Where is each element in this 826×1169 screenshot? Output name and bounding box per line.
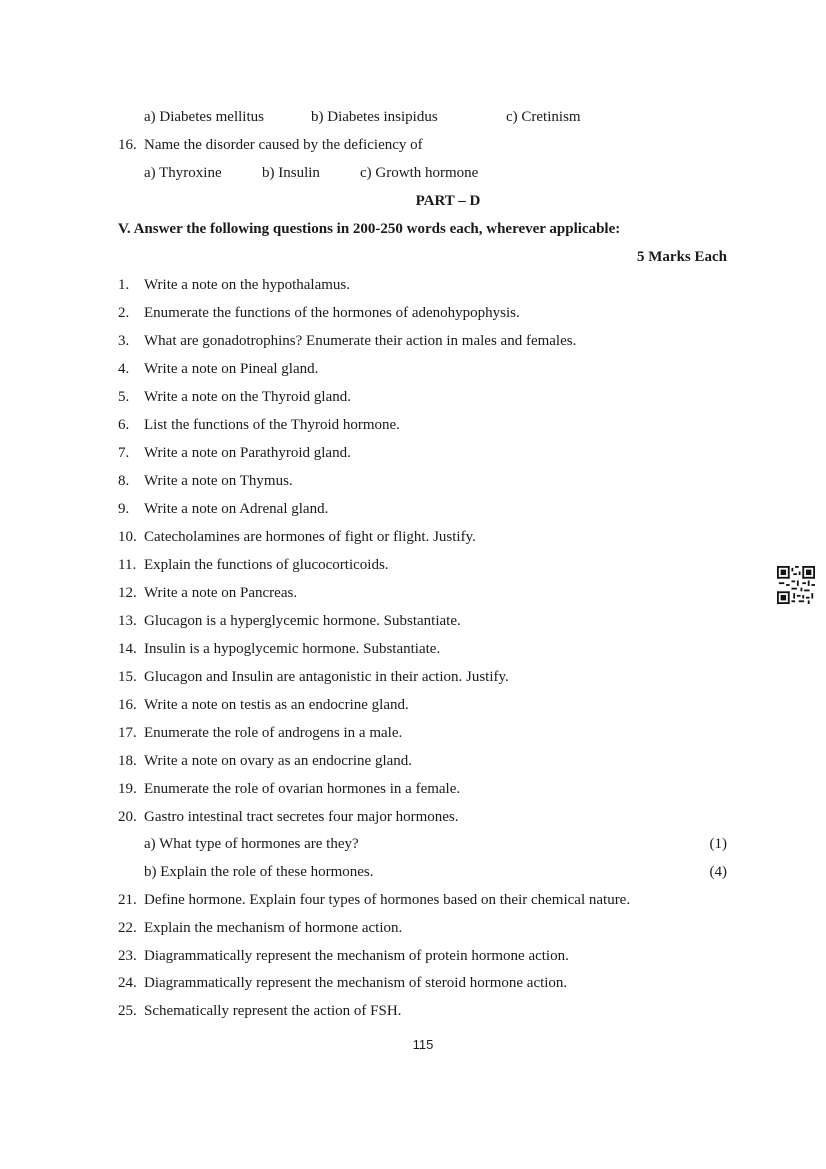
question-number: 1. bbox=[118, 277, 130, 293]
question-number: 8. bbox=[118, 473, 130, 489]
question-number: 5. bbox=[118, 389, 130, 405]
question-number: 7. bbox=[118, 445, 130, 461]
question-text: What are gonadotrophins? Enumerate their action in males and females. bbox=[144, 333, 577, 349]
question-number: 14. bbox=[118, 641, 137, 657]
question-number: 20. bbox=[118, 809, 137, 825]
question-number: 6. bbox=[118, 417, 130, 433]
question-text: Glucagon and Insulin are antagonistic in their action. Justify. bbox=[144, 669, 509, 685]
question-text: Enumerate the role of androgens in a male. bbox=[144, 725, 403, 741]
page-number: 115 bbox=[412, 1037, 434, 1052]
section-instruction: V. Answer the following questions in 200-250 words each, wherever applicable: bbox=[118, 221, 621, 237]
question-number: 21. bbox=[118, 892, 137, 908]
question-text: Write a note on Parathyroid gland. bbox=[144, 445, 351, 461]
part-title: PART – D bbox=[415, 193, 481, 209]
qr-code-icon bbox=[776, 566, 816, 604]
question-text: Gastro intestinal tract secretes four major hormones. bbox=[144, 809, 459, 825]
question-number: 19. bbox=[118, 781, 137, 797]
question-text: Name the disorder caused by the deficiency of bbox=[144, 137, 423, 153]
question-number: 11. bbox=[118, 557, 137, 573]
question-text: Enumerate the role of ovarian hormones in a female. bbox=[144, 781, 461, 797]
q20-sub-a-marks: (1) bbox=[709, 836, 727, 852]
question-text: Explain the functions of glucocorticoids. bbox=[144, 557, 389, 573]
q15-option-c: c) Cretinism bbox=[506, 109, 581, 125]
marks-label: 5 Marks Each bbox=[637, 249, 727, 265]
question-number: 22. bbox=[118, 919, 137, 936]
q20-sub-b-marks: (4) bbox=[709, 864, 727, 880]
q16-option-c: c) Growth hormone bbox=[360, 165, 479, 181]
question-text: Glucagon is a hyperglycemic hormone. Substantiate. bbox=[144, 613, 461, 629]
question-number: 24. bbox=[118, 975, 137, 992]
question-text: Write a note on testis as an endocrine gland. bbox=[144, 697, 409, 713]
question-number: 4. bbox=[118, 361, 130, 377]
q15-option-a: a) Diabetes mellitus bbox=[144, 109, 264, 125]
question-number: 10. bbox=[118, 529, 137, 545]
question-text: Write a note on the hypothalamus. bbox=[144, 277, 351, 293]
question-number: 16. bbox=[118, 137, 137, 153]
question-text: Enumerate the functions of the hormones of adenohypophysis. bbox=[144, 305, 520, 321]
q20-sub-a: a) What type of hormones are they? bbox=[144, 836, 359, 852]
q20-sub-b: b) Explain the role of these hormones. bbox=[144, 864, 374, 880]
question-text: List the functions of the Thyroid hormone. bbox=[144, 417, 400, 433]
question-number: 16. bbox=[118, 697, 137, 713]
q16-option-a: a) Thyroxine bbox=[144, 165, 222, 181]
question-text: Write a note on Pineal gland. bbox=[144, 361, 319, 377]
question-number: 17. bbox=[118, 725, 137, 741]
question-number: 3. bbox=[118, 333, 130, 349]
question-text: Diagrammatically represent the mechanism of steroid hormone action. bbox=[144, 975, 568, 992]
question-text: Write a note on ovary as an endocrine gland. bbox=[144, 753, 413, 769]
question-text: Write a note on Adrenal gland. bbox=[144, 501, 329, 517]
question-text: Write a note on Pancreas. bbox=[144, 585, 298, 601]
question-number: 25. bbox=[118, 1003, 137, 1020]
question-number: 15. bbox=[118, 669, 137, 685]
question-number: 2. bbox=[118, 305, 130, 321]
question-text: Define hormone. Explain four types of hormones based on their chemical nature. bbox=[144, 892, 631, 908]
q16-option-b: b) Insulin bbox=[262, 165, 320, 181]
question-number: 13. bbox=[118, 613, 137, 629]
question-text: Insulin is a hypoglycemic hormone. Substantiate. bbox=[144, 641, 441, 657]
question-number: 23. bbox=[118, 947, 137, 964]
question-text: Catecholamines are hormones of fight or flight. Justify. bbox=[144, 529, 476, 545]
question-text: Schematically represent the action of FSH. bbox=[144, 1003, 402, 1020]
question-text: Explain the mechanism of hormone action. bbox=[144, 919, 403, 936]
q15-option-b: b) Diabetes insipidus bbox=[311, 109, 438, 125]
question-text: Write a note on the Thyroid gland. bbox=[144, 389, 351, 405]
question-text: Write a note on Thymus. bbox=[144, 473, 293, 489]
question-text: Diagrammatically represent the mechanism of protein hormone action. bbox=[144, 947, 569, 964]
question-number: 12. bbox=[118, 585, 137, 601]
question-number: 18. bbox=[118, 753, 137, 769]
question-number: 9. bbox=[118, 501, 130, 517]
